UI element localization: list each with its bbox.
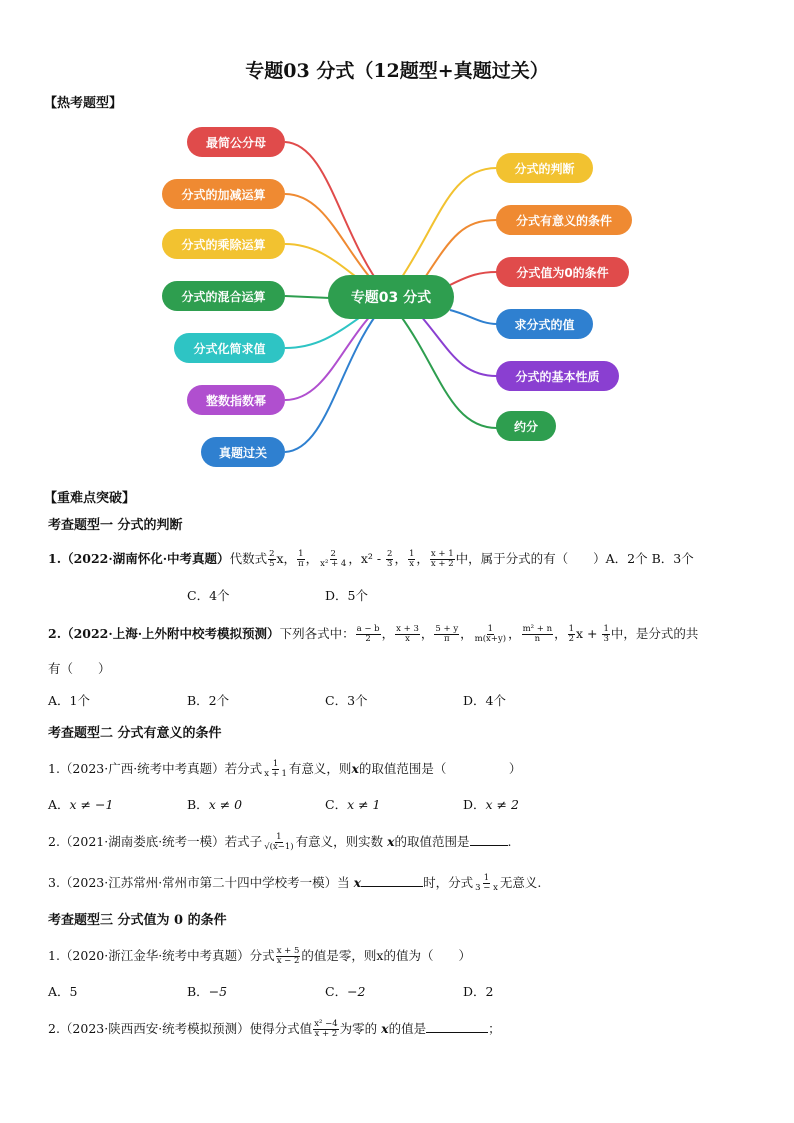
mindmap-node-zero-condition: 分式值为0的条件	[496, 257, 629, 287]
connector-left-7	[285, 298, 390, 452]
key-header: 【重难点突破】	[44, 491, 136, 506]
mindmap-node-identify-fraction: 分式的判断	[496, 153, 593, 183]
hot-header: 【热考题型】	[44, 96, 123, 111]
q-number: 2.	[48, 626, 62, 641]
answer-blank[interactable]	[470, 845, 508, 846]
variable-x: x	[387, 834, 395, 849]
s1-q2-option-a: A．1个	[48, 693, 90, 708]
q-text: 1.（2023·广西·统考中考真题）若分式	[48, 761, 263, 776]
connector-left-4	[285, 296, 330, 298]
s2-q1-option-b: B．x ≠ 0	[187, 797, 243, 812]
q-source: （2022·上海·上外附中校考模拟预测）	[61, 626, 280, 641]
q-number: 1.	[48, 551, 62, 566]
s2-q1-option-d: D．x ≠ 2	[463, 797, 519, 812]
variable-x: x	[353, 875, 362, 890]
q-text: 无意义.	[499, 875, 542, 890]
s1-q2-option-b: B．2个	[187, 693, 230, 708]
s2-q1-option-a: A．x ≠ −1	[48, 797, 114, 812]
variable-x: x	[351, 761, 359, 776]
connector-right-3	[450, 272, 497, 285]
q-text: 下列各式中：	[279, 626, 355, 641]
s1-q1-option-c: C．4个	[187, 588, 230, 603]
q-text: 的值是零，则x的值为（ ）	[301, 948, 471, 963]
q-text: ；	[488, 1021, 501, 1036]
s1-question-1: 1.（2022·湖南怀化·中考真题）代数式 $\frac{2}{5}$ x， $\frac{1}{\pi}$ ， $\frac{2}{\text{x² + 4}}$ ，x² - $\frac{2}{3}$ ， $\frac{1}{x}$ ， $\frac{x + 1}{x + 2}$ 中，属于分式的有（ ）A．2个 B．3个	[48, 549, 694, 569]
connector-right-1	[400, 168, 497, 280]
q-text: 3.（2023·江苏常州·常州市第二十四中学校考一模）当	[48, 875, 350, 890]
mindmap-node-reduce: 约分	[496, 411, 556, 441]
s3-q1-option-b: B．−5	[187, 984, 228, 999]
section-2-heading: 考查题型二 分式有意义的条件	[48, 726, 222, 741]
mindmap-node-evaluate: 求分式的值	[496, 309, 593, 339]
mindmap-node-past-exams: 真题过关	[201, 437, 285, 467]
q-text: 时，分式	[423, 875, 474, 890]
mindmap-center: 专题03 分式	[328, 275, 454, 319]
page-title: 专题03 分式（12题型+真题过关）	[245, 60, 549, 82]
connector-right-4	[450, 310, 497, 324]
connector-right-6	[400, 315, 497, 428]
s2-question-1: 1.（2023·广西·统考中考真题）若分式 $\frac{1}{x + 1}$ 有意义，则x的取值范围是（ ）	[48, 759, 522, 779]
mindmap-node-meaningful-condition: 分式有意义的条件	[496, 205, 632, 235]
mindmap-node-multiply-divide: 分式的乘除运算	[162, 229, 285, 259]
q-text: 2.（2023·陕西西安·统考模拟预测）使得分式值	[48, 1021, 313, 1036]
s1-q2-line2: 有（ ）	[48, 661, 111, 676]
q-text: 的值是	[388, 1021, 427, 1036]
q-text: 1.（2020·浙江金华·统考中考真题）分式	[48, 948, 275, 963]
mindmap-node-simplify-evaluate: 分式化简求值	[174, 333, 285, 363]
mindmap-node-add-subtract: 分式的加减运算	[162, 179, 285, 209]
variable-x: x	[381, 1021, 389, 1036]
s1-question-2: 2.（2022·上海·上外附中校考模拟预测）下列各式中： $\frac{a - b}{2}$ ， $\frac{x + 3}{x}$ ， $\frac{5 + y}{\pi}$ ， $\frac{1}{m(x+y)}$ ， $\frac{\text{m² + n}}{n}$ ， $\frac{1}{2}$ x + $\frac{1}{3}$ 中，是分式的共	[48, 624, 699, 644]
s1-q1-option-d: D．5个	[325, 588, 368, 603]
answer-blank[interactable]	[426, 1032, 488, 1033]
s3-question-2: 2.（2023·陕西西安·统考模拟预测）使得分式值 $\frac{\text{x² −4}}{x + 2}$ 为零的 x的值是 ；	[48, 1019, 501, 1039]
mindmap-node-mixed-ops: 分式的混合运算	[162, 281, 285, 311]
q-text: 的取值范围是（ ）	[358, 761, 522, 776]
s1-q2-option-c: C．3个	[325, 693, 368, 708]
q-text: 的取值范围是	[394, 834, 470, 849]
q-text: 代数式	[229, 551, 268, 566]
q-text: 有意义，则实数	[295, 834, 384, 849]
s1-q2-option-d: D．4个	[463, 693, 506, 708]
q-text: 为零的	[339, 1021, 378, 1036]
mindmap-node-lcd: 最简公分母	[187, 127, 285, 157]
mindmap-node-integer-exponent: 整数指数幂	[187, 385, 285, 415]
s2-question-2: 2.（2021·湖南娄底·统考一模）若式子 $\frac{1}{√(x-1)}$ 有意义，则实数 x的取值范围是 .	[48, 832, 512, 852]
s3-q1-option-c: C．−2	[325, 984, 366, 999]
q-source: （2022·湖南怀化·中考真题）	[61, 551, 230, 566]
s2-question-3: 3.（2023·江苏常州·常州市第二十四中学校考一模）当 x 时，分式 $\frac{1}{3 - x}$ 无意义.	[48, 873, 542, 893]
s2-q1-option-c: C．x ≠ 1	[325, 797, 381, 812]
answer-blank[interactable]	[361, 886, 423, 887]
s3-q1-option-d: D．2	[463, 984, 494, 999]
mindmap-node-basic-property: 分式的基本性质	[496, 361, 619, 391]
q-tail: 中，属于分式的有（ ）A．2个 B．3个	[455, 551, 694, 566]
section-3-heading: 考查题型三 分式值为 0 的条件	[48, 913, 227, 928]
q-text: 2.（2021·湖南娄底·统考一模）若式子	[48, 834, 263, 849]
section-1-heading: 考查题型一 分式的判断	[48, 518, 183, 533]
s3-question-1: 1.（2020·浙江金华·统考中考真题）分式 $\frac{x + 5}{x - 2}$ 的值是零，则x的值为（ ）	[48, 946, 471, 966]
q-text: 有意义，则	[288, 761, 352, 776]
s3-q1-option-a: A．5	[48, 984, 78, 999]
q-tail: 中，是分式的共	[610, 626, 699, 641]
